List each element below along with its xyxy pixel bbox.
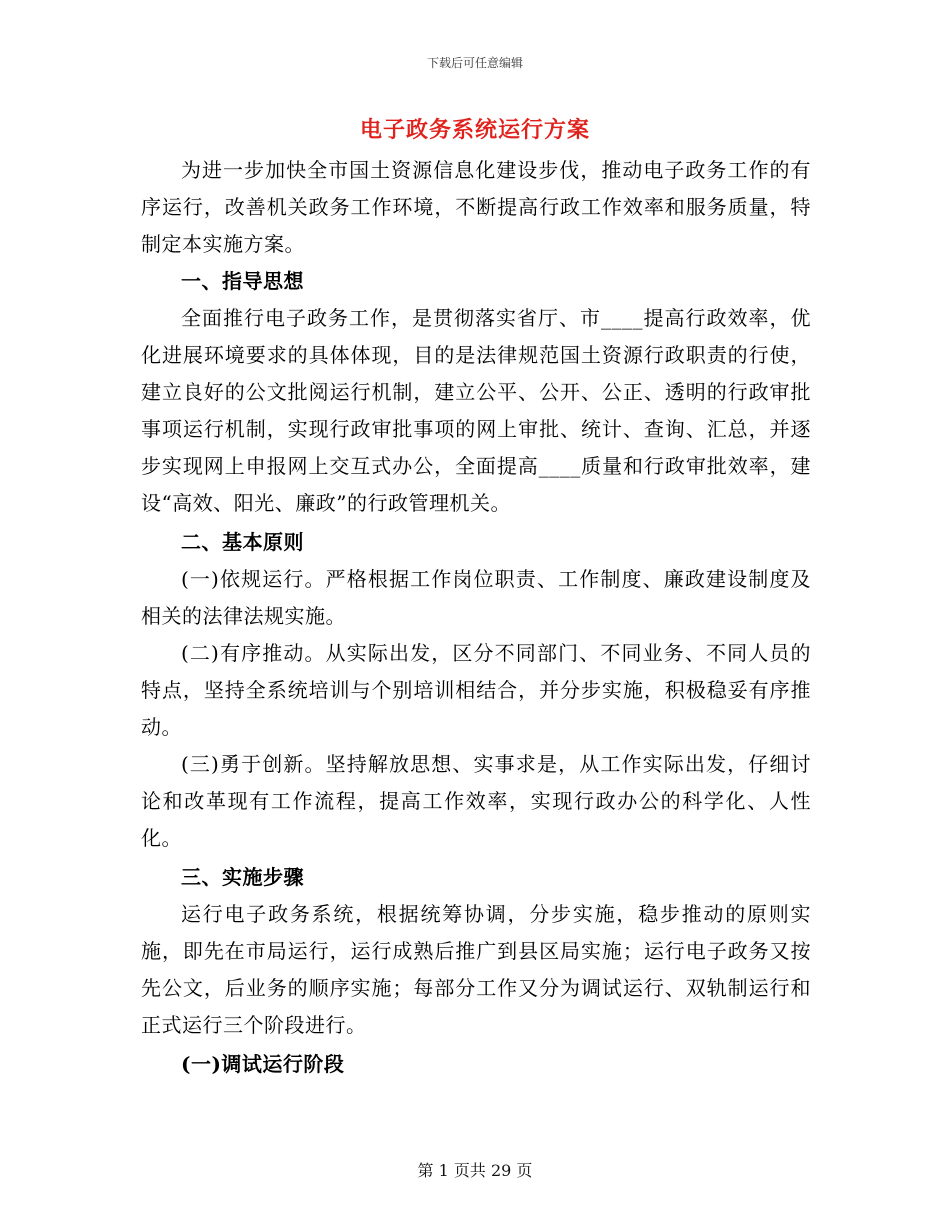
implementation-paragraph: 运行电子政务系统，根据统筹协调，分步实施，稳步推动的原则实施，即先在市局运行，运行成熟后推广到县区局实施；运行电子政务又按先公文，后业务的顺序实施；每部分工作又分为调试运行、双轨制运行和正式运行三个阶段进行。 xyxy=(141,902,811,1037)
guiding-ideology-paragraph: 全面推行电子政务工作，是贯彻落实省厅、市____提高行政效率，优化进展环境要求的具体体现，目的是法律规范国土资源行政职责的行使，建立良好的公文批阅运行机制，建立公平、公开、公正、透明的行政审批事项运行机制，实现行政审批事项的网上审批、统计、查询、汇总，并逐步实现网上申报网上交互式办公，全面提高____质量和行政审批效率，建设“高效、阳光、廉政”的行政管理机关。 xyxy=(141,306,811,515)
section-heading-basic-principles: 二、基本原则 xyxy=(181,530,304,554)
header-note: 下载后可任意编辑 xyxy=(426,56,523,70)
document-body xyxy=(141,152,811,1083)
section-heading-implementation-steps: 三、实施步骤 xyxy=(181,865,304,889)
subsection-heading-debug-phase: (一)调试运行阶段 xyxy=(181,1052,345,1076)
principle-paragraph-1: (一)依规运行。严格根据工作岗位职责、工作制度、廉政建设制度及相关的法律法规实施。 xyxy=(141,567,811,628)
page-footer: 第 1 页共 29 页 xyxy=(417,1161,533,1180)
principle-paragraph-3: (三)勇于创新。坚持解放思想、实事求是，从工作实际出发，仔细讨论和改革现有工作流程，提高工作效率，实现行政办公的科学化、人性化。 xyxy=(141,752,811,850)
principle-paragraph-2: (二)有序推动。从实际出发，区分不同部门、不同业务、不同人员的特点，坚持全系统培训与个别培训相结合，并分步实施，积极稳妥有序推动。 xyxy=(141,641,811,739)
document-title: 电子政务系统运行方案 xyxy=(359,117,590,143)
section-heading-guiding-ideology: 一、指导思想 xyxy=(181,269,304,293)
intro-paragraph: 为进一步加快全市国土资源信息化建设步伐，推动电子政务工作的有序运行，改善机关政务工作环境，不断提高行政工作效率和服务质量，特制定本实施方案。 xyxy=(141,158,811,256)
